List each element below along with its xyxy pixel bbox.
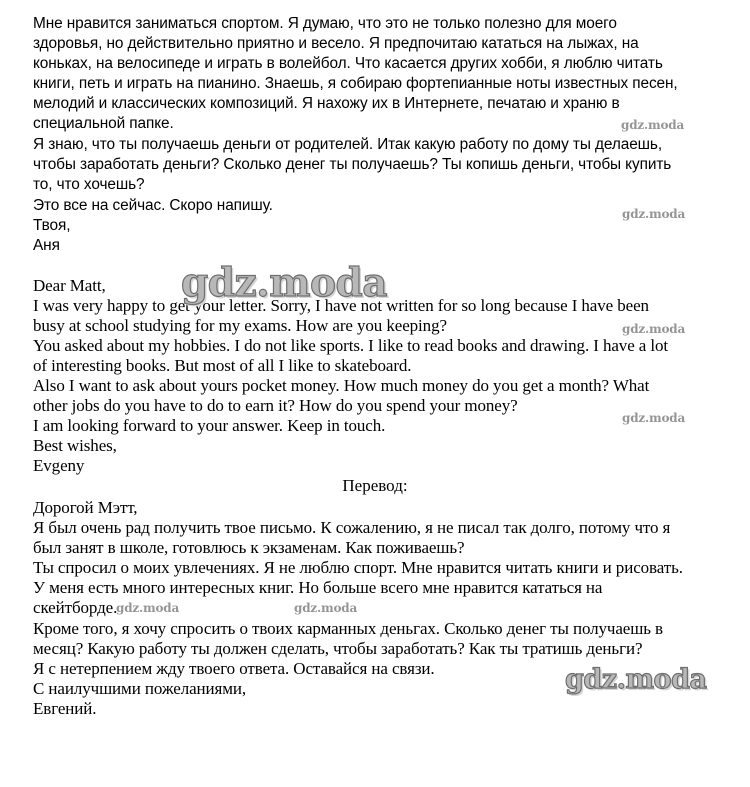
watermark-small: gdz.moda bbox=[622, 411, 686, 425]
english-letter-line: Best wishes, bbox=[33, 436, 117, 455]
translation-line: У меня есть много интересных книг. Но больше всего мне нравится кататься на bbox=[33, 578, 603, 597]
watermark-small: gdz.moda bbox=[294, 601, 358, 615]
russian-letter-line: книги, петь и играть на пианино. Знаешь, я собираю фортепианные ноты известных песен, bbox=[33, 75, 678, 92]
english-letter-line: busy at school studying for my exams. How are you keeping? bbox=[33, 316, 447, 335]
translation-line: Я был очень рад получить твое письмо. К сожалению, я не писал так долго, потому что я bbox=[33, 518, 671, 537]
watermark-small: gdz.moda bbox=[622, 207, 686, 221]
russian-letter-line: Аня bbox=[33, 237, 60, 254]
watermark-large: gdz.moda bbox=[181, 260, 388, 306]
watermark-small: gdz.moda bbox=[622, 322, 686, 336]
translation-line: был занят в школе, готовлюсь к экзаменам. Как поживаешь? bbox=[33, 538, 465, 557]
translation-line: С наилучшими пожеланиями, bbox=[33, 679, 247, 698]
translation-line: Евгений. bbox=[33, 699, 97, 718]
english-letter-line: Dear Matt, bbox=[33, 276, 106, 295]
english-letter-line: other jobs do you have to do to earn it? How do you spend your money? bbox=[33, 396, 518, 415]
translation-heading: Перевод: bbox=[342, 476, 408, 495]
english-letter-line: I was very happy to get your letter. Sorry, I have not written for so long because I have been bbox=[33, 296, 649, 315]
russian-letter-line: здоровья, но действительно приятно и весело. Я предпочитаю кататься на лыжах, на bbox=[33, 35, 639, 52]
translation-line: Я с нетерпением жду твоего ответа. Оставайся на связи. bbox=[33, 659, 435, 678]
russian-letter-line: специальной папке. bbox=[33, 115, 174, 132]
watermark-small: gdz.moda bbox=[621, 118, 685, 132]
english-letter-line: Also I want to ask about yours pocket money. How much money do you get a month? What bbox=[33, 376, 650, 395]
translation-line: Дорогой Мэтт, bbox=[33, 498, 138, 517]
russian-letter-line: Я знаю, что ты получаешь деньги от родителей. Итак какую работу по дому ты делаешь, bbox=[33, 136, 662, 153]
russian-letter-line: чтобы заработать деньги? Сколько денег ты получаешь? Ты копишь деньги, чтобы купить bbox=[33, 156, 672, 173]
english-letter-line: Evgeny bbox=[33, 456, 85, 475]
translation-line: скейтборде. bbox=[33, 598, 118, 617]
russian-letter-line: Мне нравится заниматься спортом. Я думаю, что это не только полезно для моего bbox=[33, 15, 617, 32]
russian-letter-line: Твоя, bbox=[33, 217, 71, 234]
watermark-small: gdz.moda bbox=[116, 601, 180, 615]
russian-letter-line: Это все на сейчас. Скоро напишу. bbox=[33, 197, 273, 214]
russian-letter-line: то, что хочешь? bbox=[33, 176, 145, 193]
watermark-large: gdz.moda bbox=[565, 664, 707, 695]
russian-letter-line: коньках, на велосипеде и играть в волейбол. Что касается других хобби, я люблю читать bbox=[33, 55, 663, 72]
translation-line: Ты спросил о моих увлечениях. Я не люблю спорт. Мне нравится читать книги и рисовать. bbox=[33, 558, 683, 577]
translation-line: Кроме того, я хочу спросить о твоих карманных деньгах. Сколько денег ты получаешь в bbox=[33, 619, 663, 638]
english-letter-line: You asked about my hobbies. I do not like sports. I like to read books and drawing. I have a lot bbox=[33, 336, 669, 355]
russian-letter-line: мелодий и классических композиций. Я нахожу их в Интернете, печатаю и храню в bbox=[33, 95, 620, 112]
translation-line: месяц? Какую работу ты должен сделать, чтобы заработать? Как ты тратишь деньги? bbox=[33, 639, 643, 658]
english-letter-line: of interesting books. But most of all I like to skateboard. bbox=[33, 356, 412, 375]
english-letter-line: I am looking forward to your answer. Keep in touch. bbox=[33, 416, 386, 435]
